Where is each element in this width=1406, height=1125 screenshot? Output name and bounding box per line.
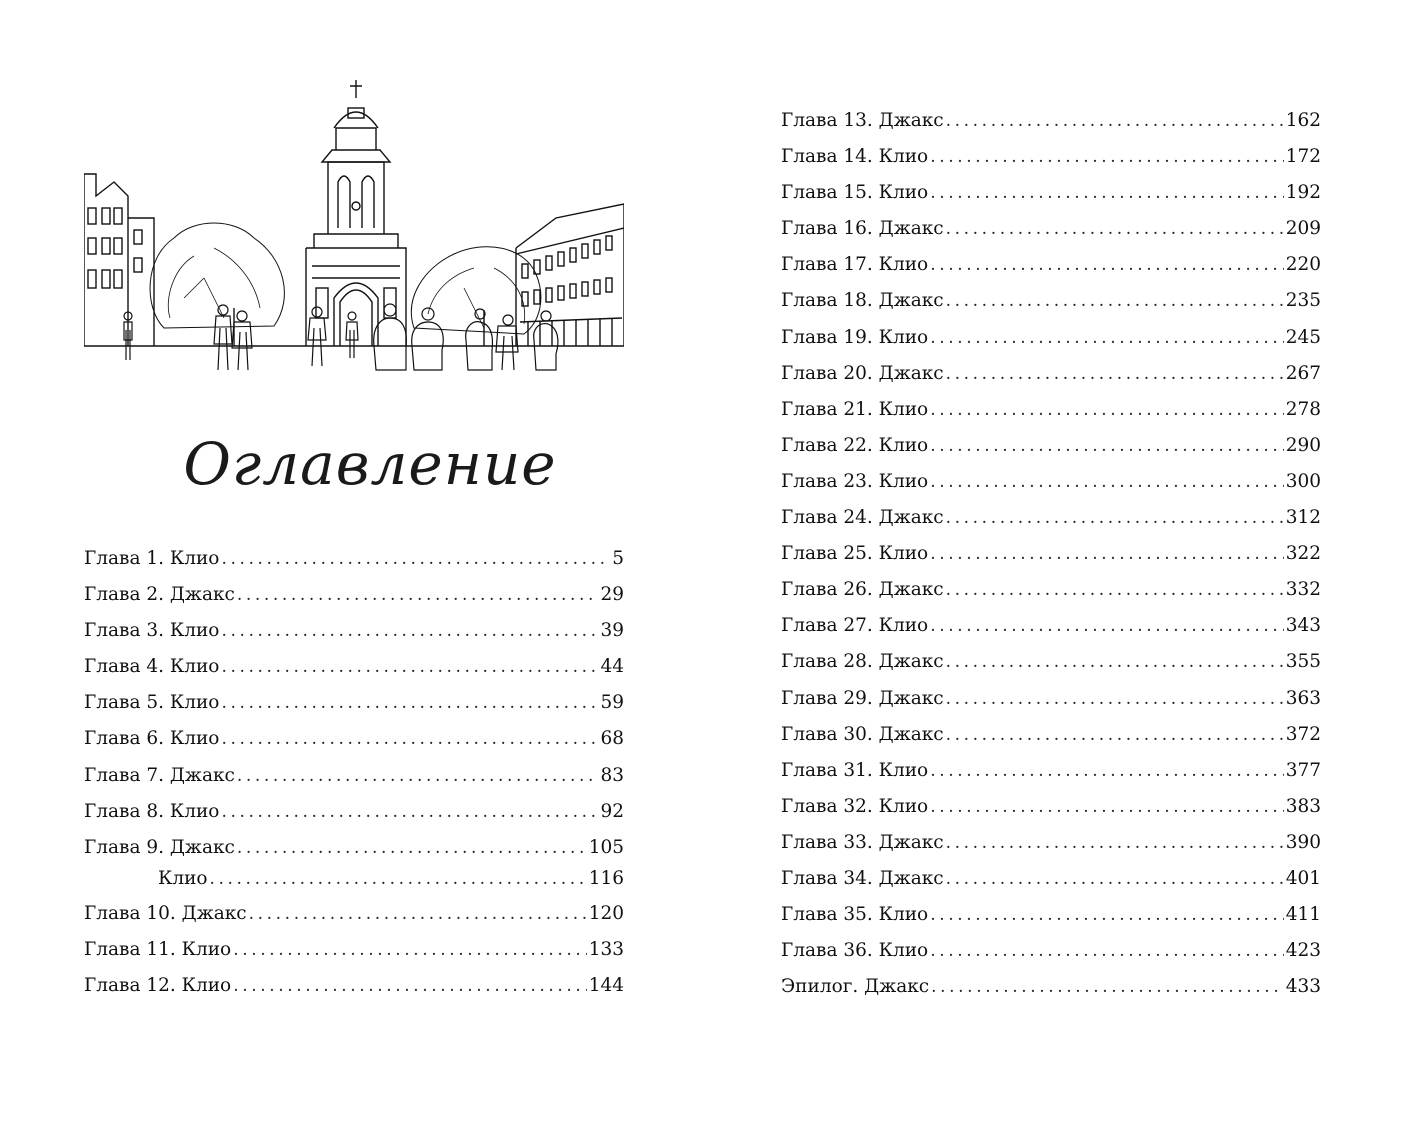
toc-entry[interactable] xyxy=(781,611,1321,647)
dot-leader xyxy=(930,178,1283,208)
toc-entry-page: 300 xyxy=(1285,470,1321,492)
toc-entry[interactable] xyxy=(84,544,624,580)
toc-entry-label: Глава 9. Джакс xyxy=(84,836,235,858)
toc-entry-page: 5 xyxy=(612,548,624,569)
dot-leader xyxy=(946,286,1284,316)
toc-entry-label: Клио xyxy=(158,867,208,889)
toc-entry-page: 29 xyxy=(600,584,624,606)
dot-leader xyxy=(237,761,599,791)
dot-leader xyxy=(221,544,610,574)
toc-entry[interactable] xyxy=(84,971,624,1007)
toc-entry-label: Глава 26. Джакс xyxy=(781,579,944,601)
toc-entry-page: 433 xyxy=(1285,976,1321,998)
dot-leader xyxy=(210,864,587,894)
toc-entry-page: 116 xyxy=(588,867,624,889)
college-square-illustration xyxy=(84,78,624,378)
toc-entry[interactable] xyxy=(84,797,624,833)
toc-entry-label: Глава 34. Джакс xyxy=(781,867,944,889)
right-page xyxy=(703,0,1406,1125)
dot-leader xyxy=(930,431,1283,461)
toc-entry-page: 343 xyxy=(1285,615,1321,637)
toc-title: Оглавление xyxy=(183,430,557,498)
toc-entry-label: Глава 31. Клио xyxy=(781,759,929,781)
toc-entry-page: 390 xyxy=(1285,831,1321,853)
toc-entry-label: Глава 7. Джакс xyxy=(84,764,235,786)
toc-entry-label: Глава 16. Джакс xyxy=(781,218,944,240)
toc-entry[interactable] xyxy=(84,616,624,652)
toc-entry-page: 192 xyxy=(1285,182,1321,204)
toc-entry-label: Глава 29. Джакс xyxy=(781,687,944,709)
toc-entry-label: Глава 17. Клио xyxy=(781,254,929,276)
toc-list-right xyxy=(781,106,1321,1008)
toc-entry-label: Глава 12. Клио xyxy=(84,974,232,996)
toc-list-left xyxy=(84,544,624,1007)
college-square-drawing xyxy=(84,78,624,378)
toc-entry[interactable] xyxy=(781,828,1321,864)
toc-entry[interactable] xyxy=(84,580,624,616)
dot-leader xyxy=(930,142,1283,172)
dot-leader xyxy=(930,900,1283,930)
toc-entry-page: 92 xyxy=(600,800,624,822)
toc-entry-label: Глава 10. Джакс xyxy=(84,902,247,924)
dot-leader xyxy=(930,936,1283,966)
dot-leader xyxy=(233,935,586,965)
toc-entry-page: 144 xyxy=(588,974,624,996)
toc-entry[interactable] xyxy=(84,652,624,688)
dot-leader xyxy=(237,580,599,610)
toc-entry[interactable] xyxy=(781,142,1321,178)
toc-entry-label: Глава 36. Клио xyxy=(781,940,929,962)
dot-leader xyxy=(930,467,1283,497)
toc-subentry[interactable] xyxy=(84,864,624,895)
toc-entry-page: 68 xyxy=(600,728,624,750)
toc-entry-label: Глава 23. Клио xyxy=(781,470,929,492)
toc-entry-label: Глава 25. Клио xyxy=(781,543,929,565)
toc-entry-label: Глава 8. Клио xyxy=(84,800,220,822)
toc-entry-page: 372 xyxy=(1285,723,1321,745)
dot-leader xyxy=(931,972,1284,1002)
toc-entry[interactable] xyxy=(781,178,1321,214)
toc-entry[interactable] xyxy=(781,647,1321,683)
toc-entry-label: Эпилог. Джакс xyxy=(781,976,930,998)
dot-leader xyxy=(930,792,1283,822)
dot-leader xyxy=(221,616,598,646)
toc-entry-label: Глава 27. Клио xyxy=(781,615,929,637)
toc-entry-page: 162 xyxy=(1285,110,1321,131)
toc-entry[interactable] xyxy=(781,214,1321,250)
dot-leader xyxy=(233,971,586,1001)
toc-entry[interactable] xyxy=(781,286,1321,322)
dot-leader xyxy=(930,611,1283,641)
toc-entry-page: 267 xyxy=(1285,362,1321,384)
dot-leader xyxy=(221,724,598,754)
toc-entry-page: 290 xyxy=(1285,434,1321,456)
toc-entry-label: Глава 35. Клио xyxy=(781,904,929,926)
toc-entry-label: Глава 14. Клио xyxy=(781,146,929,168)
toc-entry-label: Глава 18. Джакс xyxy=(781,290,944,312)
toc-entry-page: 44 xyxy=(600,656,624,678)
dot-leader xyxy=(946,359,1284,389)
toc-entry-page: 105 xyxy=(588,836,624,858)
toc-entry-page: 423 xyxy=(1285,940,1321,962)
toc-entry-page: 411 xyxy=(1285,904,1321,926)
toc-entry[interactable] xyxy=(781,972,1321,1008)
toc-entry[interactable] xyxy=(781,720,1321,756)
toc-entry-label: Глава 19. Клио xyxy=(781,326,929,348)
toc-entry-page: 235 xyxy=(1285,290,1321,312)
dot-leader xyxy=(930,395,1283,425)
toc-entry[interactable] xyxy=(781,575,1321,611)
dot-leader xyxy=(946,647,1284,677)
toc-entry-page: 312 xyxy=(1285,507,1321,529)
toc-entry-page: 209 xyxy=(1285,218,1321,240)
dot-leader xyxy=(930,756,1283,786)
toc-entry-label: Глава 28. Джакс xyxy=(781,651,944,673)
toc-entry-page: 39 xyxy=(600,620,624,642)
toc-entry[interactable] xyxy=(781,250,1321,286)
toc-entry[interactable] xyxy=(781,900,1321,936)
dot-leader xyxy=(946,828,1284,858)
toc-entry-page: 355 xyxy=(1285,651,1321,673)
toc-entry[interactable] xyxy=(781,792,1321,828)
toc-entry[interactable] xyxy=(84,724,624,760)
toc-entry-label: Глава 22. Клио xyxy=(781,434,929,456)
toc-entry-page: 59 xyxy=(600,692,624,714)
toc-entry[interactable] xyxy=(84,899,624,935)
toc-entry[interactable] xyxy=(781,467,1321,503)
dot-leader xyxy=(249,899,587,929)
toc-entry-label: Глава 30. Джакс xyxy=(781,723,944,745)
dot-leader xyxy=(930,323,1283,353)
toc-entry-page: 245 xyxy=(1285,326,1321,348)
toc-entry[interactable] xyxy=(84,935,624,971)
toc-entry-page: 377 xyxy=(1285,759,1321,781)
toc-entry[interactable] xyxy=(781,684,1321,720)
dot-leader xyxy=(946,864,1284,894)
dot-leader xyxy=(930,250,1283,280)
toc-entry[interactable] xyxy=(781,539,1321,575)
dot-leader xyxy=(221,652,598,682)
dot-leader xyxy=(930,539,1283,569)
dot-leader xyxy=(221,797,598,827)
toc-entry-page: 220 xyxy=(1285,254,1321,276)
toc-entry-page: 120 xyxy=(588,902,624,924)
toc-entry-page: 332 xyxy=(1285,579,1321,601)
toc-entry-label: Глава 6. Клио xyxy=(84,728,220,750)
toc-entry-label: Глава 4. Клио xyxy=(84,656,220,678)
toc-entry[interactable] xyxy=(781,395,1321,431)
toc-entry-label: Глава 11. Клио xyxy=(84,938,232,960)
dot-leader xyxy=(946,684,1284,714)
dot-leader xyxy=(946,214,1284,244)
dot-leader xyxy=(221,688,598,718)
toc-entry-page: 278 xyxy=(1285,398,1321,420)
dot-leader xyxy=(237,833,587,863)
toc-entry-label: Глава 20. Джакс xyxy=(781,362,944,384)
toc-entry-label: Глава 33. Джакс xyxy=(781,831,944,853)
toc-entry[interactable] xyxy=(781,503,1321,539)
toc-entry-page: 172 xyxy=(1285,146,1321,168)
toc-entry[interactable] xyxy=(84,688,624,724)
dot-leader xyxy=(946,106,1284,136)
toc-entry-label: Глава 2. Джакс xyxy=(84,584,235,606)
toc-entry-label: Глава 32. Клио xyxy=(781,795,929,817)
toc-entry-label: Глава 1. Клио xyxy=(84,548,220,569)
dot-leader xyxy=(946,575,1284,605)
toc-entry[interactable] xyxy=(84,833,624,864)
toc-entry-page: 401 xyxy=(1285,867,1321,889)
toc-entry-label: Глава 5. Клио xyxy=(84,692,220,714)
toc-entry[interactable] xyxy=(781,323,1321,359)
toc-entry[interactable] xyxy=(781,106,1321,142)
toc-entry-page: 83 xyxy=(600,764,624,786)
dot-leader xyxy=(946,720,1284,750)
toc-entry[interactable] xyxy=(781,864,1321,900)
toc-entry[interactable] xyxy=(781,359,1321,395)
toc-entry-page: 133 xyxy=(588,938,624,960)
toc-entry[interactable] xyxy=(781,431,1321,467)
toc-entry-label: Глава 13. Джакс xyxy=(781,110,944,131)
toc-entry-label: Глава 21. Клио xyxy=(781,398,929,420)
toc-entry-label: Глава 3. Клио xyxy=(84,620,220,642)
toc-entry-label: Глава 24. Джакс xyxy=(781,507,944,529)
toc-entry[interactable] xyxy=(84,761,624,797)
toc-entry[interactable] xyxy=(781,756,1321,792)
dot-leader xyxy=(946,503,1284,533)
toc-entry-page: 383 xyxy=(1285,795,1321,817)
toc-entry-page: 363 xyxy=(1285,687,1321,709)
toc-entry-label: Глава 15. Клио xyxy=(781,182,929,204)
toc-entry-page: 322 xyxy=(1285,543,1321,565)
toc-entry[interactable] xyxy=(781,936,1321,972)
